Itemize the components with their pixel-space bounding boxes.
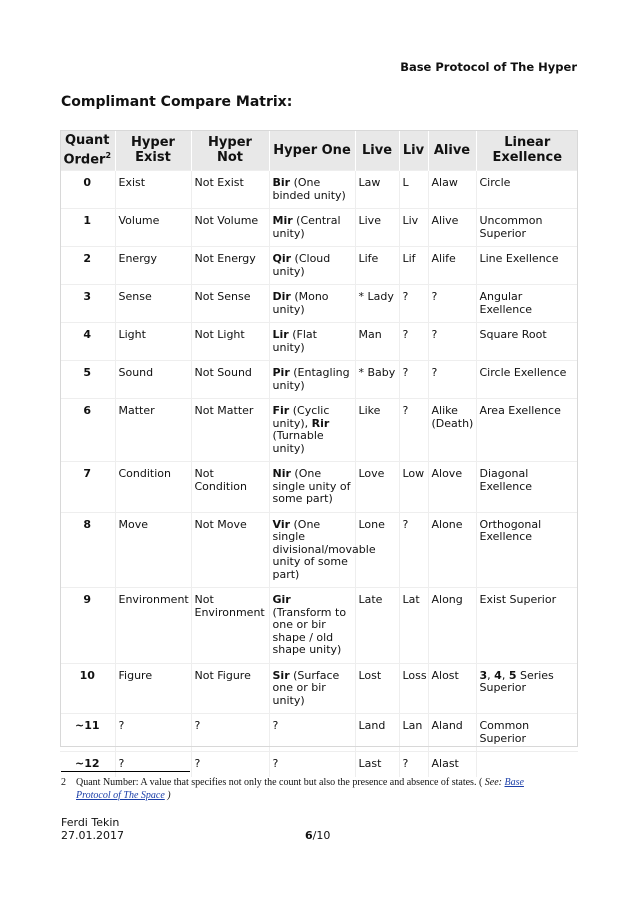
cell-liv: ? <box>399 361 428 399</box>
cell-hyper-one: Nir (One single unity of some part) <box>269 462 355 513</box>
footnote-link-cont[interactable]: Protocol of The Space <box>76 790 165 801</box>
table-row <box>60 361 578 399</box>
cell-hyper-exist: Exist <box>115 171 191 209</box>
table-row <box>60 588 578 664</box>
cell-hyper-one: Qir (Cloud unity) <box>269 247 355 285</box>
footnote-link[interactable]: Base <box>504 777 524 788</box>
cell-alive: Alaw <box>428 171 476 209</box>
cell-alive: Along <box>428 588 476 664</box>
cell-hyper-not: Not Figure <box>191 663 269 714</box>
cell-liv: Loss <box>399 663 428 714</box>
table-row <box>60 462 578 513</box>
footnote-text: Quant Number: A value that specifies not only the count but also the presence and absence of states. ( <box>76 777 483 788</box>
footnote: 2 Quant Number: A value that specifies not only the count but also the presence and absence of states. ( See: Base Protocol of The Space ) <box>61 777 524 801</box>
cell-linear-exellence: Uncommon Superior <box>476 209 578 247</box>
cell-hyper-exist: ? <box>115 714 191 752</box>
cell-hyper-not: Not Exist <box>191 171 269 209</box>
cell-quant-order: 4 <box>60 323 115 361</box>
cell-hyper-exist: ? <box>115 752 191 777</box>
cell-alive: ? <box>428 361 476 399</box>
cell-alive: Alast <box>428 752 476 777</box>
cell-hyper-one: ? <box>269 714 355 752</box>
table-row <box>60 399 578 462</box>
cell-quant-order: 9 <box>60 588 115 664</box>
cell-liv: Lat <box>399 588 428 664</box>
compare-matrix-table <box>60 130 578 777</box>
cell-quant-order: 3 <box>60 285 115 323</box>
table-row <box>60 285 578 323</box>
cell-hyper-exist: Sense <box>115 285 191 323</box>
cell-liv: ? <box>399 285 428 323</box>
cell-quant-order: 7 <box>60 462 115 513</box>
cell-liv: ? <box>399 752 428 777</box>
footer-date: 27.01.2017 <box>61 829 124 842</box>
cell-hyper-one: Pir (Entagling unity) <box>269 361 355 399</box>
table-row <box>60 247 578 285</box>
cell-liv: Liv <box>399 209 428 247</box>
cell-hyper-not: Not Environment <box>191 588 269 664</box>
cell-hyper-exist: Light <box>115 323 191 361</box>
column-header-live: Live <box>355 130 399 171</box>
cell-hyper-one: ? <box>269 752 355 777</box>
running-header: Base Protocol of The Hyper <box>400 60 577 74</box>
cell-linear-exellence: Common Superior <box>476 714 578 752</box>
cell-alive: Alike (Death) <box>428 399 476 462</box>
table-row <box>60 512 578 588</box>
cell-live: Man <box>355 323 399 361</box>
cell-hyper-not: ? <box>191 714 269 752</box>
column-header-quant-order: Quant Order$^2$ <box>60 130 115 171</box>
cell-hyper-exist: Figure <box>115 663 191 714</box>
cell-alive: Alove <box>428 462 476 513</box>
cell-hyper-one: Vir (One single divisional/movable unity of some part) <box>269 512 355 588</box>
cell-liv: ? <box>399 512 428 588</box>
cell-hyper-one: Mir (Central unity) <box>269 209 355 247</box>
cell-live: Land <box>355 714 399 752</box>
column-header-hyper-one: Hyper One <box>269 130 355 171</box>
cell-hyper-exist: Sound <box>115 361 191 399</box>
cell-liv: ? <box>399 399 428 462</box>
cell-hyper-one: Sir (Surface one or bir unity) <box>269 663 355 714</box>
table-row <box>60 209 578 247</box>
cell-hyper-exist: Matter <box>115 399 191 462</box>
cell-alive: Alive <box>428 209 476 247</box>
cell-linear-exellence: Orthogonal Exellence <box>476 512 578 588</box>
cell-liv: Low <box>399 462 428 513</box>
cell-linear-exellence <box>476 752 578 777</box>
footnote-number: 2 <box>61 777 66 788</box>
cell-hyper-not: ? <box>191 752 269 777</box>
cell-hyper-not: Not Condition <box>191 462 269 513</box>
cell-linear-exellence: Square Root <box>476 323 578 361</box>
cell-hyper-one: Fir (Cyclic unity), Rir (Turnable unity) <box>269 399 355 462</box>
cell-quant-order: ~12 <box>60 752 115 777</box>
cell-linear-exellence: Diagonal Exellence <box>476 462 578 513</box>
cell-live: Law <box>355 171 399 209</box>
section-title: Complimant Compare Matrix: <box>61 94 293 110</box>
cell-live: Last <box>355 752 399 777</box>
cell-alive: Alost <box>428 663 476 714</box>
footer-author: Ferdi Tekin <box>61 816 120 829</box>
cell-hyper-not: Not Energy <box>191 247 269 285</box>
cell-hyper-one: Gir (Transform to one or bir shape / old shape unity) <box>269 588 355 664</box>
cell-alive: ? <box>428 323 476 361</box>
cell-alive: Aland <box>428 714 476 752</box>
cell-quant-order: 10 <box>60 663 115 714</box>
column-header-linear-exellence: Linear Exellence <box>476 130 578 171</box>
cell-live: * Lady <box>355 285 399 323</box>
cell-live: * Baby <box>355 361 399 399</box>
column-header-hyper-not: Hyper Not <box>191 130 269 171</box>
cell-hyper-not: Not Matter <box>191 399 269 462</box>
cell-quant-order: 0 <box>60 171 115 209</box>
cell-hyper-exist: Move <box>115 512 191 588</box>
cell-linear-exellence: 3, 4, 5 Series Superior <box>476 663 578 714</box>
table-row <box>60 171 578 209</box>
cell-liv: ? <box>399 323 428 361</box>
cell-linear-exellence: Circle <box>476 171 578 209</box>
cell-quant-order: 8 <box>60 512 115 588</box>
cell-hyper-exist: Environment <box>115 588 191 664</box>
cell-liv: L <box>399 171 428 209</box>
footnote-see: See: <box>484 777 502 788</box>
cell-quant-order: 1 <box>60 209 115 247</box>
cell-hyper-not: Not Volume <box>191 209 269 247</box>
cell-hyper-exist: Energy <box>115 247 191 285</box>
cell-live: Lone <box>355 512 399 588</box>
cell-hyper-not: Not Sense <box>191 285 269 323</box>
cell-hyper-one: Dir (Mono unity) <box>269 285 355 323</box>
cell-live: Late <box>355 588 399 664</box>
table-row <box>60 752 578 777</box>
cell-alive: Alife <box>428 247 476 285</box>
cell-linear-exellence: Circle Exellence <box>476 361 578 399</box>
cell-linear-exellence: Angular Exellence <box>476 285 578 323</box>
cell-live: Like <box>355 399 399 462</box>
table-row <box>60 323 578 361</box>
cell-hyper-not: Not Light <box>191 323 269 361</box>
cell-live: Lost <box>355 663 399 714</box>
cell-live: Love <box>355 462 399 513</box>
cell-liv: Lan <box>399 714 428 752</box>
table-body <box>60 171 578 777</box>
cell-hyper-one: Lir (Flat unity) <box>269 323 355 361</box>
cell-live: Life <box>355 247 399 285</box>
column-header-liv: Liv <box>399 130 428 171</box>
cell-alive: ? <box>428 285 476 323</box>
cell-linear-exellence: Exist Superior <box>476 588 578 664</box>
cell-hyper-not: Not Sound <box>191 361 269 399</box>
table-row <box>60 663 578 714</box>
column-header-hyper-exist: Hyper Exist <box>115 130 191 171</box>
cell-quant-order: 2 <box>60 247 115 285</box>
page-number: 6/10 <box>305 829 331 842</box>
cell-linear-exellence: Area Exellence <box>476 399 578 462</box>
cell-live: Live <box>355 209 399 247</box>
footer-author-block <box>61 816 124 842</box>
cell-quant-order: 6 <box>60 399 115 462</box>
cell-hyper-exist: Volume <box>115 209 191 247</box>
cell-quant-order: 5 <box>60 361 115 399</box>
table-row <box>60 714 578 752</box>
column-header-alive: Alive <box>428 130 476 171</box>
footnote-separator <box>61 771 190 772</box>
cell-hyper-not: Not Move <box>191 512 269 588</box>
cell-alive: Alone <box>428 512 476 588</box>
cell-hyper-exist: Condition <box>115 462 191 513</box>
table-header-row <box>60 130 578 171</box>
cell-quant-order: ~11 <box>60 714 115 752</box>
cell-hyper-one: Bir (One binded unity) <box>269 171 355 209</box>
cell-liv: Lif <box>399 247 428 285</box>
cell-linear-exellence: Line Exellence <box>476 247 578 285</box>
